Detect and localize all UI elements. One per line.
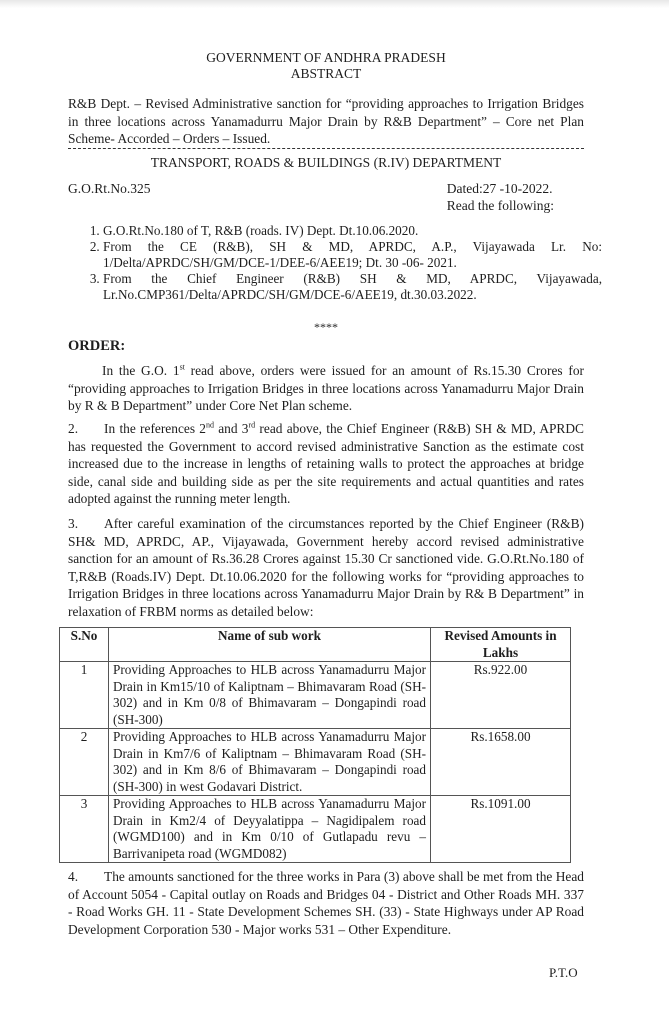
go-number-row xyxy=(68,180,584,213)
table-row xyxy=(60,662,571,729)
page-top-edge xyxy=(0,0,669,8)
order-paragraph-3: 3. After careful examination of the circumstances reported by the Chief Engineer (R&B) SH& MD, APRDC, AP., Vijayawada, Government hereby accord revised administrative sanction for an amount of Rs.36.28 Crores against 15.30 Cr sanctioned vide. G.O.Rt.No.180 of T,R&B (Roads.IV) Dept. Dt.10.06.2020 for the following works for “providing approaches to Irrigation Bridges in three locations across Yanamadurru Major Drain by R& B Department” in relaxation of FRBM norms as detailed below: xyxy=(68,516,584,619)
cell-sno: 3 xyxy=(60,796,109,863)
sub-works-table xyxy=(59,627,571,863)
order-paragraph-1: In the G.O. 1st read above, orders were issued for an amount of Rs.15.30 Crores for “providing approaches to Irrigation Bridges in three locations across Yanamadurru Major Drain by R & B Department” under Core Net Plan scheme. xyxy=(68,362,584,413)
reference-item: 2. From the CE (R&B), SH & MD, APRDC, A.P., Vijayawada Lr. No: 1/Delta/APRDC/SH/GM/DCE-1/DEE-6/AEE19; Dt. 30 -06- 2021. xyxy=(103,239,602,271)
abstract-label: ABSTRACT xyxy=(290,66,362,81)
government-title: GOVERNMENT OF ANDHRA PRADESH xyxy=(206,50,446,65)
date-block xyxy=(447,180,554,214)
cell-name: Providing Approaches to HLB across Yanamadurru Major Drain in Km2/4 of Deyyalatippa – Nagidipalem road (WGMD100) and in Km 0/10 of Gutlapadu revu – Barrivanipeta road (WGMD082) xyxy=(109,796,431,863)
pto-label: P.T.O xyxy=(549,965,578,980)
table-row xyxy=(60,729,571,796)
order-heading: ORDER: xyxy=(68,338,126,354)
go-number: G.O.Rt.No.325 xyxy=(68,181,151,196)
cell-sno: 2 xyxy=(60,729,109,796)
cell-sno: 1 xyxy=(60,662,109,729)
subject-paragraph: R&B Dept. – Revised Administrative sanction for “providing approaches to Irrigation Bridges in three locations across Yanamadurru Major Drain by R&B Department” – Core net Plan Scheme- Accorded – Orders – Issued. xyxy=(68,96,584,146)
cell-amount: Rs.1091.00 xyxy=(431,796,571,863)
header-amount: Revised Amounts in Lakhs xyxy=(431,628,571,662)
header-sno: S.No xyxy=(60,628,109,662)
reference-item: 1. G.O.Rt.No.180 of T, R&B (roads. IV) Dept. Dt.10.06.2020. xyxy=(103,223,602,239)
table-row xyxy=(60,796,571,863)
order-paragraph-4: 4. The amounts sanctioned for the three works in Para (3) above shall be met from the Head of Account 5054 - Capital outlay on Roads and Bridges 04 - District and Other Roads MH. 337 - Road Works GH. 11 - State Development Schemes SH. (33) - State Highways under AP Road Development Corporation 530 - Major works 531 – Other Expenditure. xyxy=(68,869,584,937)
table-header-row xyxy=(60,628,571,662)
dashed-separator xyxy=(68,148,584,149)
read-following: Read the following: xyxy=(446,198,554,213)
header-name: Name of sub work xyxy=(109,628,431,662)
cell-amount: Rs.922.00 xyxy=(431,662,571,729)
order-paragraph-2: 2. In the references 2nd and 3rd read above, the Chief Engineer (R&B) SH & MD, APRDC has requested the Government to accord revised administrative Sanction as the estimate cost increased due to the increase in lengths of retaining walls to protect the approaches at bridge side, canal side and building side as per the site requirements and actual quantities and rates adopted against the running meter length. xyxy=(68,420,584,506)
department-name: TRANSPORT, ROADS & BUILDINGS (R.IV) DEPARTMENT xyxy=(150,155,502,170)
references-list xyxy=(85,223,602,303)
separator-stars: **** xyxy=(314,320,338,334)
cell-amount: Rs.1658.00 xyxy=(431,729,571,796)
dated: Dated:27 -10-2022. xyxy=(446,181,553,196)
cell-name: Providing Approaches to HLB across Yanamadurru Major Drain in Km15/10 of Kaliptnam – Bhimavaram Road (SH-302) and in Km 0/8 of Bhimavaram – Dongapindi road (SH-300) xyxy=(109,662,431,729)
cell-name: Providing Approaches to HLB across Yanamadurru Major Drain in Km7/6 of Kaliptnam – Bhimavaram Road (SH-302) and in Km 8/6 of Bhimavaram – Dongapindi road (SH-300) in west Godavari District. xyxy=(109,729,431,796)
reference-item: 3. From the Chief Engineer (R&B) SH & MD, APRDC, Vijayawada, Lr.No.CMP361/Delta/APRDC/SH/GM/DCE-6/AEE19, dt.30.03.2022. xyxy=(103,271,602,303)
